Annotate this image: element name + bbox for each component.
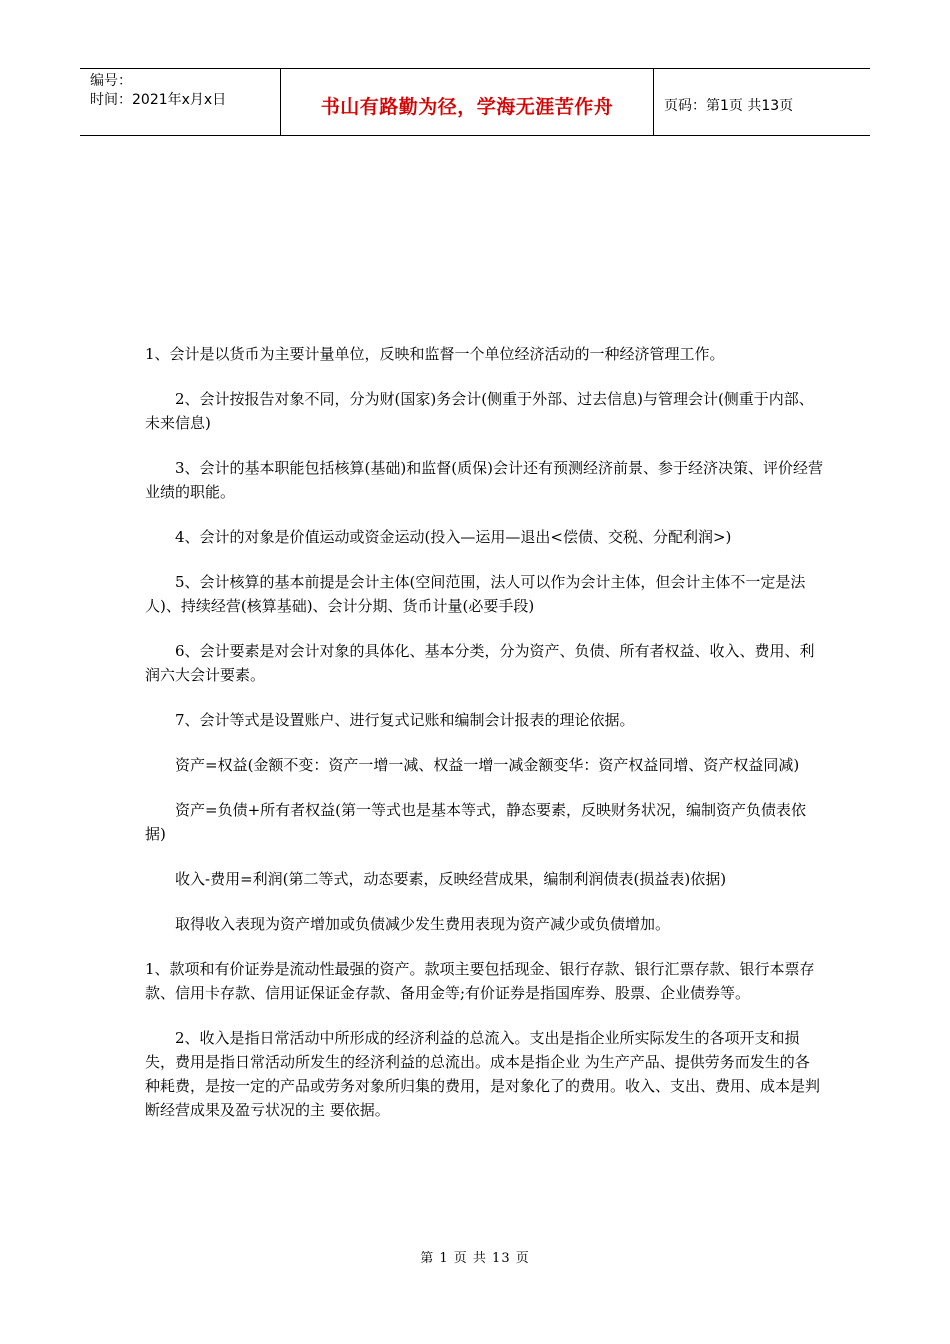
- paragraph: 4、会计的对象是价值运动或资金运动(投入—运用—退出<偿债、交税、分配利润>): [175, 528, 732, 546]
- paragraph: 3、会计的基本职能包括核算(基础)和监督(质保)会计还有预测经济前景、参于经济决策、评价经营业绩的职能。: [145, 459, 823, 501]
- page-footer: 第 1 页 共 13 页: [420, 1251, 530, 1266]
- header-motto: 书山有路勤为径，学海无涯苦作舟: [281, 69, 654, 135]
- paragraph: 收入-费用=利润(第二等式，动态要素，反映经营成果，编制利润债表(损益表)依据): [175, 870, 727, 888]
- paragraph: 2、收入是指日常活动中所形成的经济利益的总流入。支出是指企业所实际发生的各项开支和损失，费用是指日常活动所发生的经济利益的总流出。成本是指企业 为生产产品、提供劳务而发生的各种耗费，是按一定的产品或劳务对象所归集的费用，是对象化了的费用。收入、支出、费用、成本是判断经营成果及盈亏状况的主 要依据。: [145, 1029, 821, 1119]
- document-body: [145, 342, 823, 1143]
- paragraph: 资产=负债+所有者权益(第一等式也是基本等式，静态要素，反映财务状况，编制资产负债表依据): [145, 801, 806, 843]
- header-page-info: 页码：第1页 共13页: [664, 98, 794, 114]
- paragraph: 资产=权益(金额不变：资产一增一减、权益一增一减金额变华：资产权益同增、资产权益同减): [175, 756, 800, 774]
- paragraph: 取得收入表现为资产增加或负债减少发生费用表现为资产减少或负债增加。: [175, 915, 671, 933]
- paragraph: 7、会计等式是设置账户、进行复式记账和编制会计报表的理论依据。: [175, 711, 635, 729]
- document-time-label: 时间：2021年x月x日: [90, 92, 227, 108]
- paragraph: 2、会计按报告对象不同，分为财(国家)务会计(侧重于外部、过去信息)与管理会计(侧重于内部、未来信息): [145, 390, 814, 432]
- paragraph: 1、会计是以货币为主要计量单位，反映和监督一个单位经济活动的一种经济管理工作。: [145, 345, 725, 363]
- paragraph: 6、会计要素是对会计对象的具体化、基本分类，分为资产、负债、所有者权益、收入、费用、利润六大会计要素。: [145, 642, 815, 684]
- paragraph: 1、款项和有价证券是流动性最强的资产。款项主要包括现金、银行存款、银行汇票存款、银行本票存款、信用卡存款、信用证保证金存款、备用金等;有价证券是指国库券、股票、企业债券等。: [145, 960, 815, 1002]
- document-header: [80, 68, 870, 136]
- document-number-label: 编号：: [90, 73, 132, 89]
- header-meta-cell: [80, 69, 281, 135]
- paragraph: 5、会计核算的基本前提是会计主体(空间范围，法人可以作为会计主体，但会计主体不一定是法人)、持续经营(核算基础)、会计分期、货币计量(必要手段): [145, 573, 806, 615]
